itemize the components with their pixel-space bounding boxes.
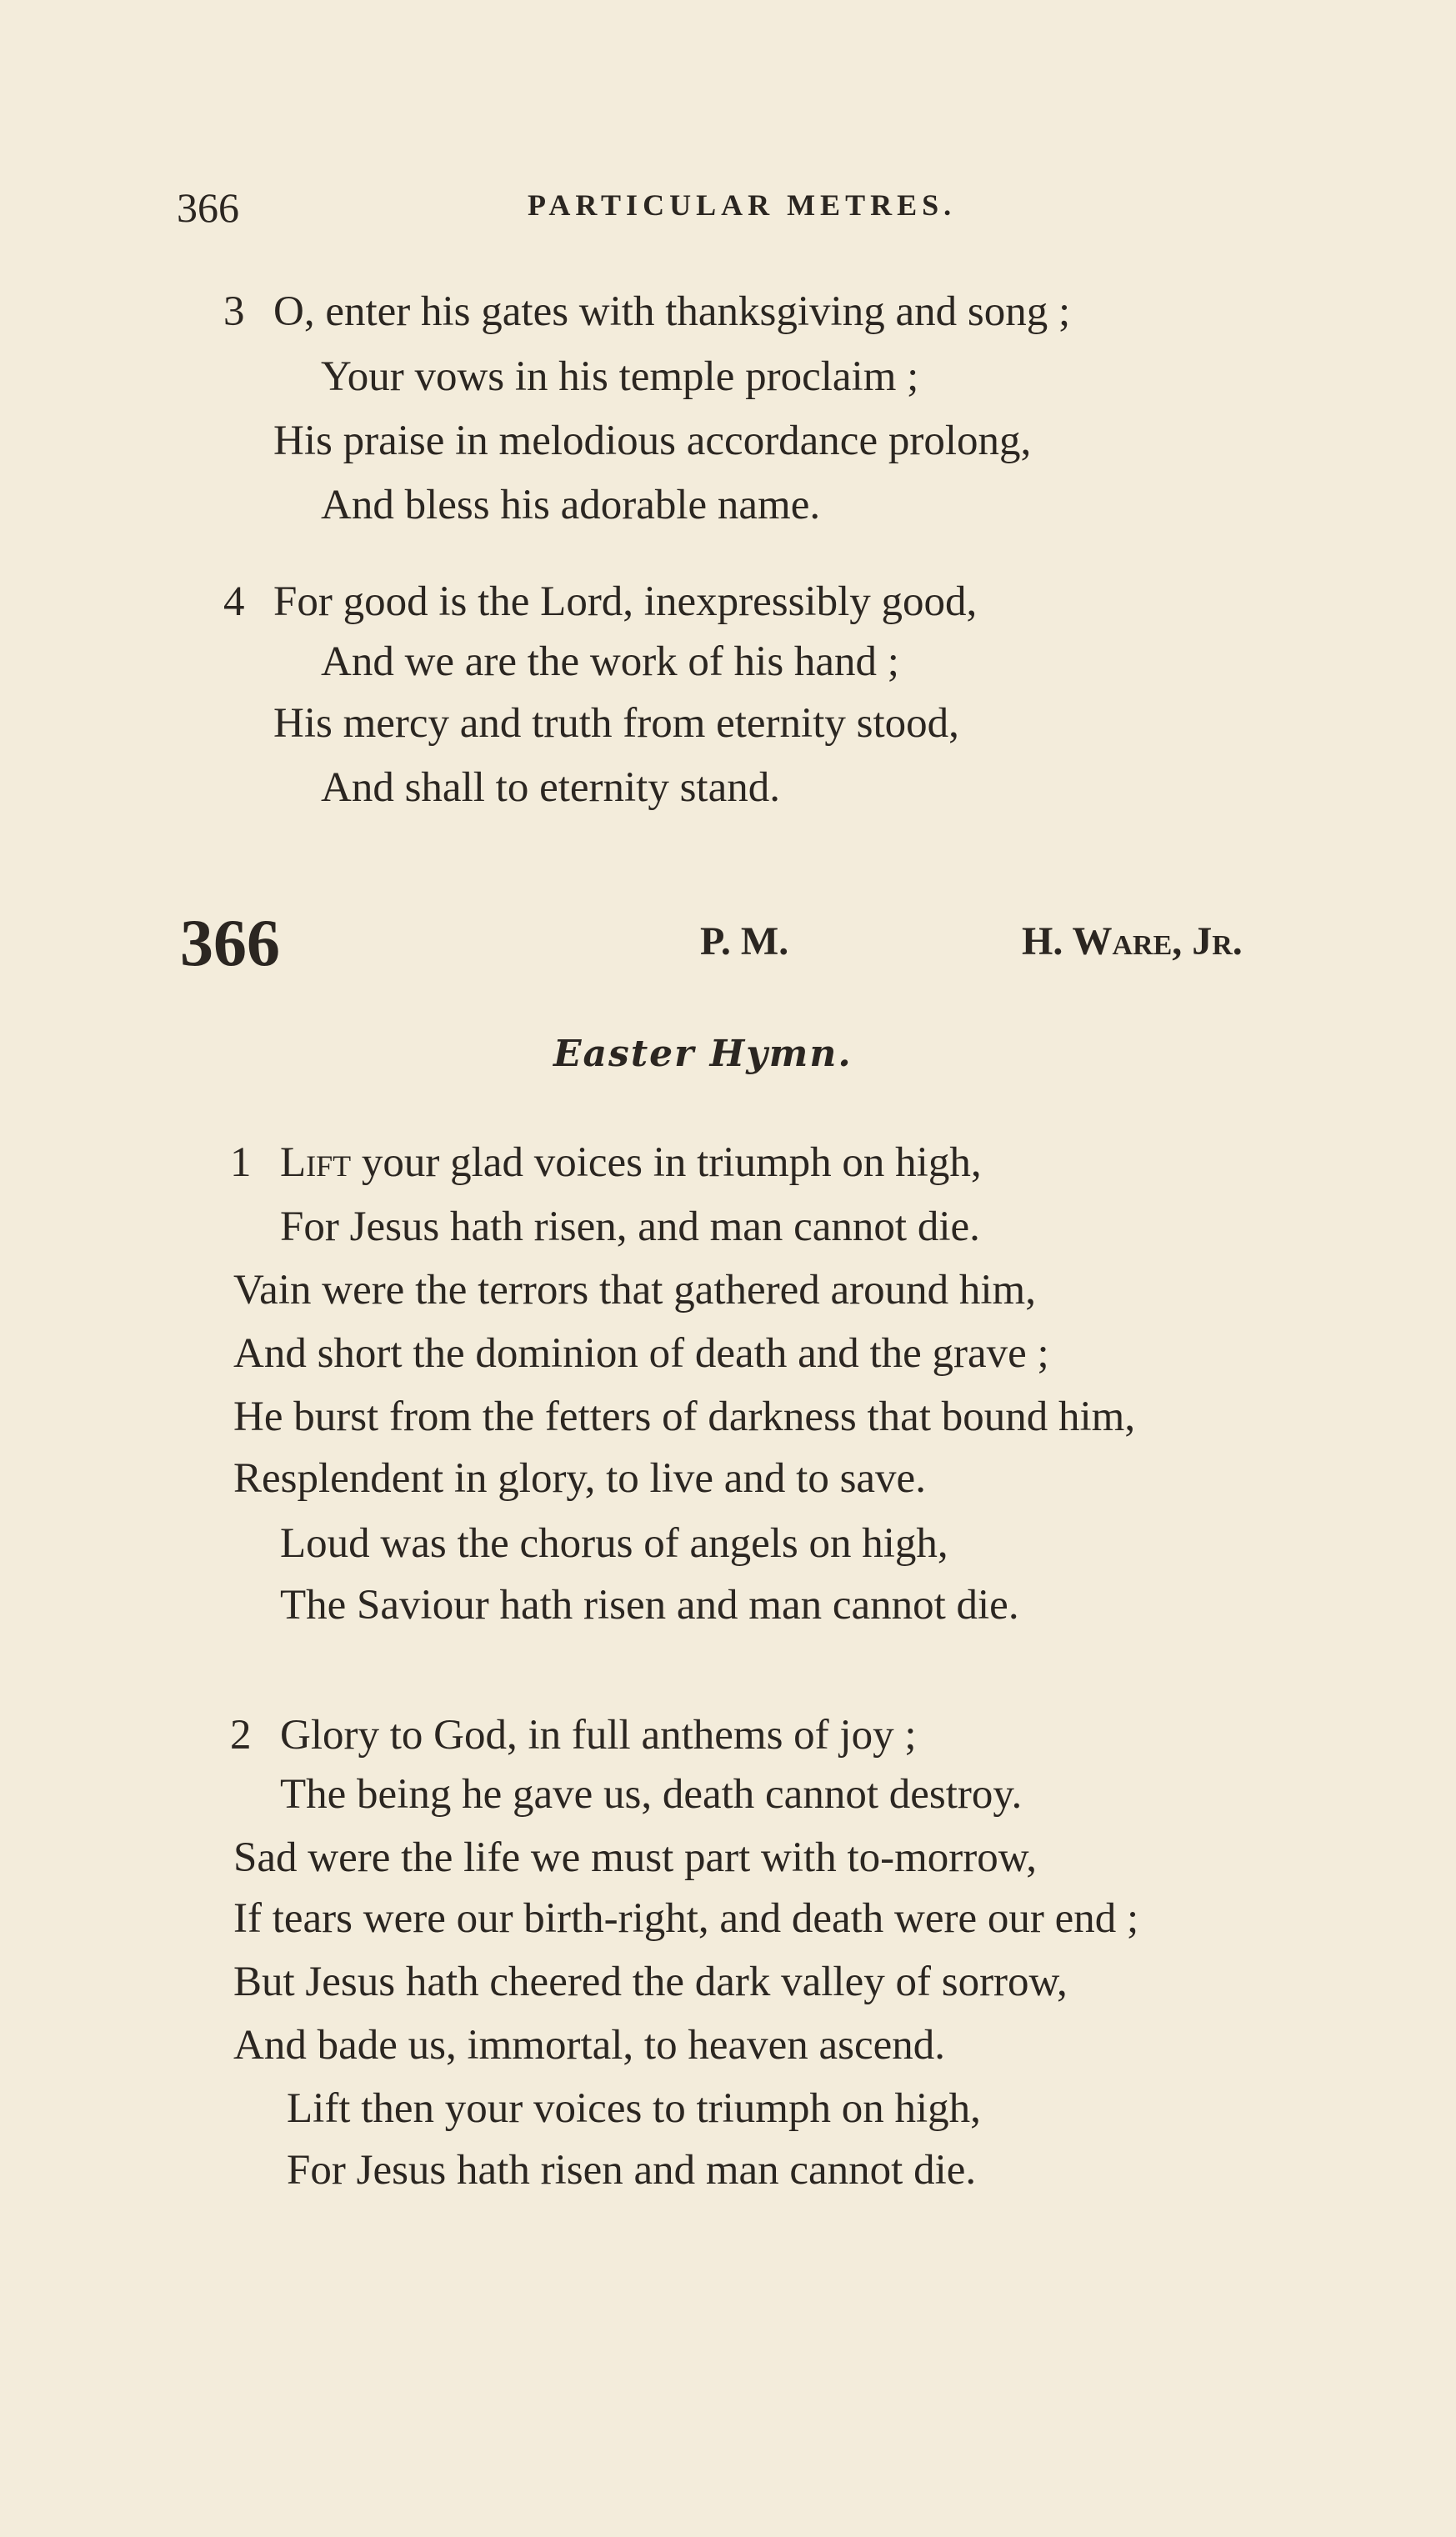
verse-line: And we are the work of his hand ; [321,638,899,685]
verse-line: But Jesus hath cheered the dark valley of sorrow, [233,1959,1068,2005]
hymn-title: Easter Hymn. [553,1033,853,1075]
page-number: 366 [177,184,239,231]
stanza-number: 2 [230,1712,252,1759]
verse-line: He burst from the fetters of darkness that bound him, [233,1394,1136,1440]
first-word: Lift [280,1139,352,1186]
verse-line: And bless his adorable name. [321,482,821,528]
stanza-number: 1 [230,1139,252,1186]
verse-line: For good is the Lord, inexpressibly good, [273,578,978,625]
first-line-rest: your glad voices in triumph on high, [361,1139,982,1186]
verse-line: Glory to God, in full anthems of joy ; [280,1712,917,1759]
verse-line: The being he gave us, death cannot destroy. [280,1771,1023,1818]
verse-line: For Jesus hath risen, and man cannot die. [280,1203,980,1250]
hymn-number: 366 [180,907,280,980]
running-title: PARTICULAR METRES. [528,188,957,222]
verse-line: Resplendent in glory, to live and to save. [233,1455,926,1502]
verse-line [280,1139,982,1186]
verse-line: Your vows in his temple proclaim ; [321,353,919,400]
verse-line: And short the dominion of death and the grave ; [233,1330,1049,1377]
verse-line: For Jesus hath risen and man cannot die. [287,2147,977,2194]
verse-line: And bade us, immortal, to heaven ascend. [233,2022,946,2069]
verse-line: His mercy and truth from eternity stood, [273,700,959,747]
verse-line: Vain were the terrors that gathered around him, [233,1267,1036,1314]
verse-line: O, enter his gates with thanksgiving and song ; [273,288,1071,335]
verse-line: Loud was the chorus of angels on high, [280,1520,948,1567]
verse-line: Sad were the life we must part with to-morrow, [233,1834,1038,1881]
stanza-number: 4 [223,578,245,625]
hymn-metre: P. M. [700,919,789,963]
stanza-number: 3 [223,288,245,335]
hymn-author: H. Ware, Jr. [1022,919,1243,963]
verse-line: If tears were our birth-right, and death were our end ; [233,1895,1139,1942]
verse-line: His praise in melodious accordance prolong, [273,418,1032,464]
verse-line: The Saviour hath risen and man cannot die. [280,1582,1019,1629]
verse-line: Lift then your voices to triumph on high, [287,2085,981,2132]
verse-line: And shall to eternity stand. [321,764,780,811]
